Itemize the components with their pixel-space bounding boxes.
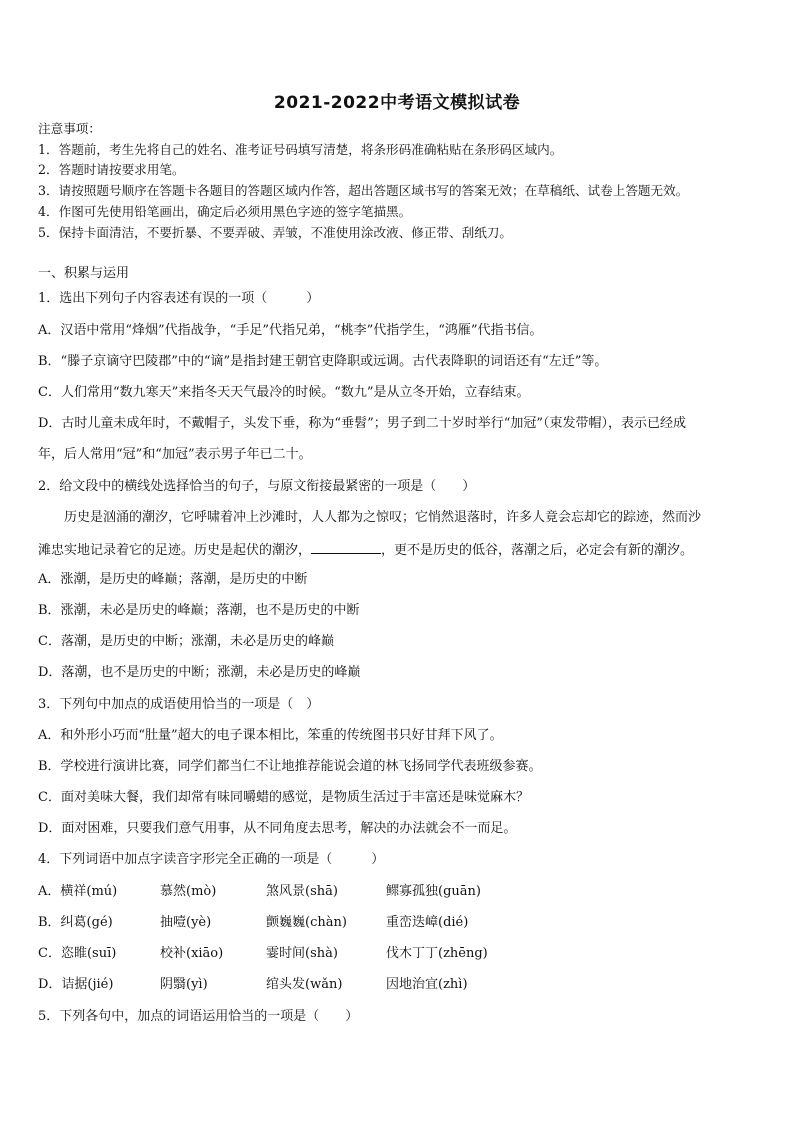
question-stem: 2．给文段中的横线处选择恰当的句子，与原文衔接最紧密的一项是（ ）	[38, 479, 476, 494]
option-word: 阴翳(yì)	[160, 977, 208, 992]
notice-item: 1．答题前，考生先将自己的姓名、准考证号码填写清楚，将条形码准确粘贴在条形码区域内。	[38, 142, 563, 157]
option-b: B．学校进行演讲比赛，同学们都当仁不让地推荐能说会道的林飞扬同学代表班级参赛。	[38, 759, 542, 774]
option-c: C．人们常用“数九寒天”来指冬天天气最冷的时候。“数九”是从立冬开始，立春结束。	[38, 385, 530, 400]
option-d: D．古时儿童未成年时，不戴帽子，头发下垂，称为“垂髫”；男子到二十岁时举行“加冠”（束发带帽），表示已经成	[38, 416, 687, 431]
passage-line	[38, 541, 693, 559]
option-c: C．面对美味大餐，我们却常有味同嚼蜡的感觉，是物质生活过于丰富还是味觉麻木？	[38, 790, 529, 805]
passage-line: 历史是汹涌的潮汐，它呼啸着冲上沙滩时，人人都为之惊叹；它悄然退落时，许多人竟会忘却它的踪迹，然而沙	[64, 510, 702, 525]
option-word: 霎时间(shà)	[266, 946, 338, 961]
option-d: D．落潮，也不是历史的中断；涨潮，未必是历史的峰巅	[38, 665, 361, 680]
option-row-c	[38, 946, 488, 962]
option-b: B．涨潮，未必是历史的峰巅；落潮，也不是历史的中断	[38, 603, 360, 618]
option-word: B．纠葛(gé)	[38, 915, 113, 930]
option-a: A．汉语中常用“烽烟”代指战争，“手足”代指兄弟，“桃李”代指学生，“鸿雁”代指书信。	[38, 323, 543, 338]
section-heading: 一、积累与运用	[38, 266, 130, 281]
passage-text: ，更不是历史的低谷，落潮之后，必定会有新的潮汐。	[381, 543, 694, 558]
option-c: C．落潮，是历史的中断；涨潮，未必是历史的峰巅	[38, 634, 334, 649]
option-d-continued: 年，后人常用“冠”和“加冠”表示男子年已二十。	[38, 447, 312, 462]
option-word: 校补(xiāo)	[160, 946, 224, 961]
notice-item: 4．作图可先使用铅笔画出，确定后必须用黑色字迹的签字笔描黑。	[38, 204, 412, 219]
notice-item: 3．请按照题号顺序在答题卡各题目的答题区域内作答，超出答题区域书写的答案无效；在草稿纸、试卷上答题无效。	[38, 183, 689, 198]
option-b: B．“滕子京谪守巴陵郡”中的“谪”是指封建王朝官吏降职或远调。古代表降职的词语还有“左迁”等。	[38, 354, 608, 369]
option-word: D．诘据(jié)	[38, 977, 114, 992]
question-stem: 5．下列各句中，加点的词语运用恰当的一项是（ ）	[38, 1009, 359, 1024]
exam-title: 2021-2022中考语文模拟试卷	[273, 93, 521, 113]
option-a: A．涨潮，是历史的峰巅；落潮，是历史的中断	[38, 572, 308, 587]
passage-text: 滩忠实地记录着它的足迹。历史是起伏的潮汐，	[38, 543, 312, 558]
option-word: A．横祥(mú)	[38, 884, 118, 899]
question-stem: 1．选出下列句子内容表述有误的一项（ ）	[38, 291, 320, 306]
fill-blank	[311, 541, 381, 554]
option-a: A．和外形小巧而“肚量”超大的电子课本相比，笨重的传统图书只好甘拜下风了。	[38, 728, 503, 743]
option-word: 颤巍巍(chàn)	[266, 915, 347, 930]
option-word: C．恣睢(suī)	[38, 946, 117, 961]
option-word: 抽噎(yè)	[160, 915, 212, 930]
notice-item: 5．保持卡面清洁，不要折暴、不要弄破、弄皱，不准使用涂改液、修正带、刮纸刀。	[38, 225, 512, 240]
option-word: 因地治宜(zhì)	[386, 977, 468, 992]
option-word: 伐木丁丁(zhēng)	[386, 946, 488, 961]
option-word: 重峦迭嶂(dié)	[386, 915, 469, 930]
notice-item: 2．答题时请按要求用笔。	[38, 162, 185, 177]
option-word: 绾头发(wǎn)	[266, 977, 343, 992]
option-row-d	[38, 977, 468, 993]
notice-heading: 注意事项：	[38, 121, 101, 136]
option-word: 煞风景(shā)	[266, 884, 338, 899]
option-row-a	[38, 884, 481, 900]
question-stem: 3．下列句中加点的成语使用恰当的一项是（ ）	[38, 697, 320, 712]
question-stem: 4．下列词语中加点字读音字形完全正确的一项是（ ）	[38, 852, 385, 867]
option-word: 慕然(mò)	[160, 884, 217, 899]
option-row-b	[38, 915, 468, 931]
option-word: 鳏寡孤独(guān)	[386, 884, 481, 899]
option-d: D．面对困难，只要我们意气用事，从不同角度去思考，解决的办法就会不一而足。	[38, 821, 517, 836]
